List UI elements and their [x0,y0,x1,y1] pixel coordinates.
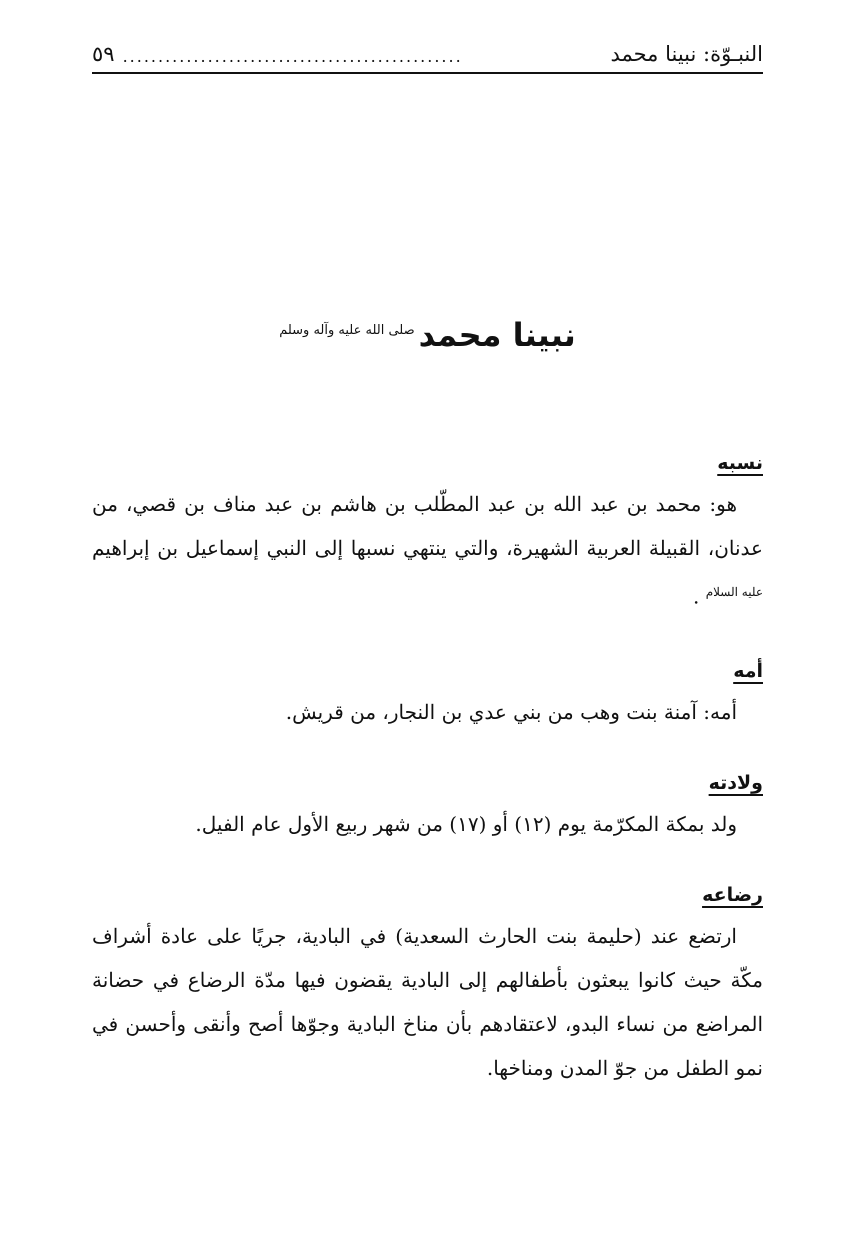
section-nursing [92,884,763,1090]
running-head-title: النبـوّة: نبينا محمد [610,42,763,66]
paragraph-text: هو: محمد بن عبد الله بن عبد المطّلب بن هاشم بن عبد مناف بن قصي، من عدنان، القبيلة العربية الشهيرة، والتي ينتهي نسبها إلى النبي إسماعيل بن إبراهيم [92,492,763,560]
chapter-title-text: نبينا محمد [418,316,576,354]
section-heading: رضاعه [702,884,763,906]
section-lineage [92,452,763,619]
running-head [92,40,763,74]
section-heading: نسبه [717,452,763,474]
page-number: ٥٩ [92,42,115,66]
section-paragraph: ارتضع عند (حليمة بنت الحارث السعدية) في البادية، جريًا على عادة أشراف مكّة حيث كانوا يبعثون بأطفالهم إلى البادية يقضون فيها مدّة الرضاع في حضانة المراضع من نساء البدو، لاعتقادهم بأن مناخ البادية وجوّها أصح وأنقى وأحسن في نمو الطفل من جوّ المدن ومناخها. [92,924,763,1080]
chapter-title [92,316,763,354]
section-birth [92,772,763,846]
section-heading: أمه [733,660,763,682]
section-paragraph [92,482,763,619]
section-mother [92,660,763,734]
dot-leader: ................................................ [122,47,463,66]
section-paragraph: ولد بمكة المكرّمة يوم (١٢) أو (١٧) من شهر ربيع الأول عام الفيل. [195,812,737,836]
paragraph-tail: . [692,584,706,609]
honorific-mark: صلى الله عليه وآله وسلم [279,323,415,339]
honorific-mark: عليه السلام [705,585,763,599]
section-paragraph: أمه: آمنة بنت وهب من بني عدي بن النجار، من قريش. [285,700,737,724]
section-heading: ولادته [708,772,763,794]
